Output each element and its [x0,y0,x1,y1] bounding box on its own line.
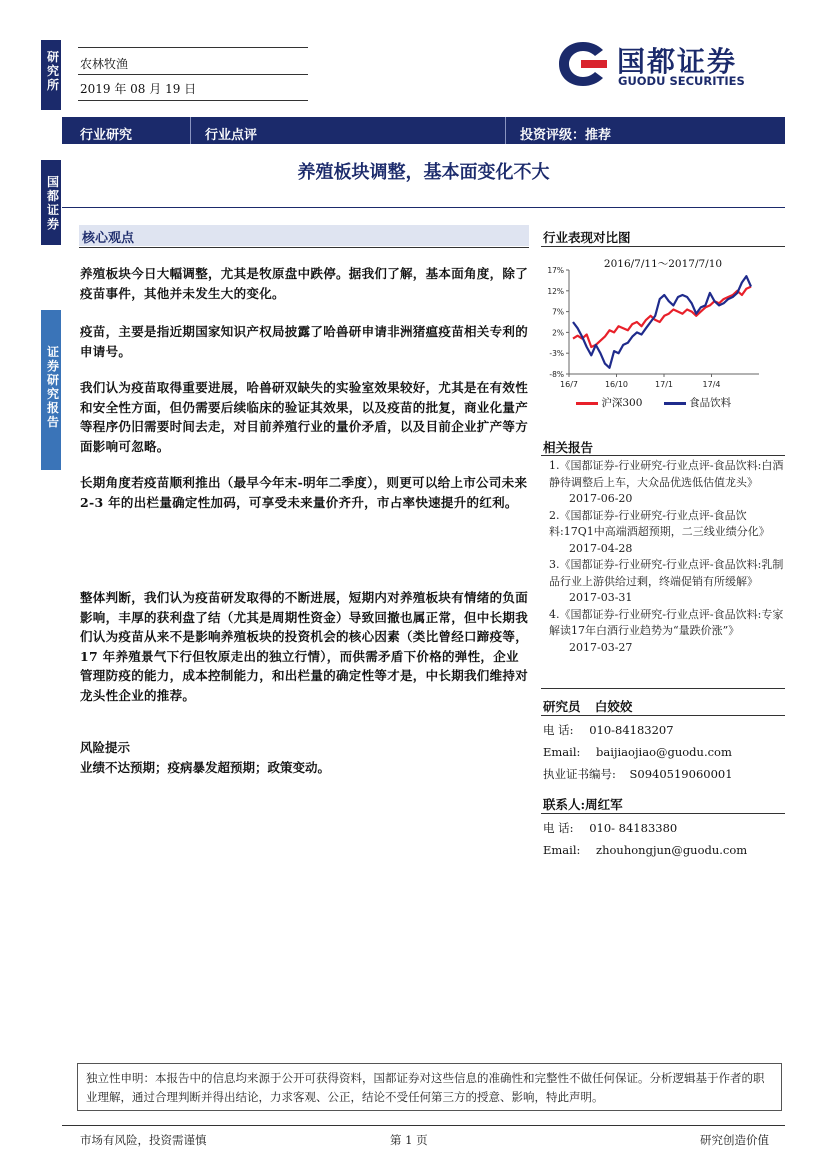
analyst-label: 研究员 [543,699,581,714]
series-line-food [573,276,751,368]
y-tick-label: -8% [549,370,564,379]
core-view-heading: 核心观点 [79,225,529,246]
bar-divider-2 [505,117,506,144]
x-tick-label: 16/10 [604,380,629,389]
bar-divider-1 [190,117,191,144]
contact-phone: 010- 84183380 [589,821,678,835]
related-report-item[interactable] [549,557,785,607]
core-paragraph-1: 养殖板块今日大幅调整，尤其是牧原盘中跌停。据我们了解，基本面角度，除了疫苗事件，其他并未发生大的变化。 [80,266,529,301]
analyst-phone-row [543,722,674,738]
bar-rating: 投资评级：推荐 [520,128,612,143]
analyst-name: 白姣姣 [594,699,633,714]
analyst-cert: S0940519060001 [629,767,733,781]
footer-page: 第 1 页 [390,1133,428,1147]
contact-email-label: Email: [543,843,581,857]
related-reports-heading: 相关报告 [543,440,594,455]
related-report-item[interactable] [549,607,785,657]
core-paragraph-2: 疫苗，主要是指近期国家知识产权局披露了哈兽研申请非洲猪瘟疫苗相关专利的申请号。 [80,324,529,359]
related-report-date: 2017-06-20 [569,492,633,505]
analyst-top-rule [541,688,785,689]
y-tick-label: 2% [552,328,564,338]
contact-email-row [543,842,747,858]
y-tick-label: 17% [547,266,564,275]
contact-name: 周红军 [585,797,623,812]
risk-text: 业绩不达预期；疫病暴发超预期；政策变动。 [80,760,331,775]
sector-label: 农林牧渔 [80,57,129,71]
footer-left: 市场有风险，投资需谨慎 [80,1133,207,1147]
contact-label: 联系人: [543,797,586,812]
legend-label-hs300: 沪深300 [601,397,643,409]
x-tick-label: 17/1 [655,380,673,389]
chart-legend [576,395,731,410]
chart-section-title: 行业表现对比图 [543,230,631,245]
header-line-mid [78,74,308,75]
analyst-phone: 010-84183207 [589,723,674,737]
analyst-rule [541,715,785,716]
report-date: 2019 年 08 月 19 日 [80,82,197,96]
disclaimer-text: 独立性申明：本报告中的信息均来源于公开可获得资料，国都证券对这些信息的准确性和完整性不做任何保证。分析逻辑基于作者的职业理解，通过合理判断并得出结论，力求客观、公正，结论不受任何第三方的授意、影响，特此声明。 [86,1071,765,1104]
brand-name-cn: 国都证券 [617,45,738,78]
report-title: 养殖板块调整，基本面变化不大 [297,162,550,183]
brand-name-en: GUODU SECURITIES [618,74,745,88]
title-rule [62,207,785,208]
bar-subtype: 行业点评 [205,128,258,143]
guodu-logo [555,38,785,93]
y-tick-label: 12% [547,286,564,296]
side-tab-middle-label: 国都证券 [46,175,59,231]
risk-heading: 风险提示 [80,740,131,755]
bar-type: 行业研究 [80,128,133,143]
disclaimer-box [77,1063,782,1111]
y-tick-label: 7% [552,307,564,317]
analyst-phone-label: 电 话: [543,723,574,737]
chart-date-range: 2016/7/11～2017/7/10 [603,258,723,270]
chart-section-rule [541,246,785,247]
side-tab-bottom-label: 证券研究报告 [46,345,59,429]
contact-rule [541,813,785,814]
analyst-email-row [543,744,732,760]
side-tab-top-label: 研究所 [46,50,59,92]
related-report-title: 2.《国都证券-行业研究-行业点评-食品饮料:17Q1中高端酒超预期，二三线业绩分化》 [549,508,770,538]
related-reports-rule [541,455,785,456]
contact-email[interactable]: zhouhongjun@guodu.com [596,843,748,857]
core-paragraph-4: 长期角度若疫苗顺利推出（最早今年末-明年二季度），则更可以给上市公司未来 2-3 年的出栏量确定性加码，可享受未来量价齐升，市占率快速提升的红利。 [80,475,528,510]
contact-heading [543,795,623,813]
header-line-bottom [78,100,308,101]
analyst-cert-label: 执业证书编号: [543,767,616,781]
footer-rule [62,1125,785,1126]
logo-mark-icon [555,38,611,90]
core-paragraph-5: 整体判断，我们认为疫苗研发取得的不断进展，短期内对养殖板块有情绪的负面影响，丰厚的获利盘了结（尤其是周期性资金）导致回撤也属正常，但中长期我们认为疫苗从来不是影响养殖板块的投资机会的核心因素（类比曾经口蹄疫等，17 年养殖景气下行但牧原走出的独立行情），而供需矛盾下价格的弹性，企业管理防疫的能力，成本控制能力，和出栏量的确定性等才是，中长期我们维持对龙头性企业的推荐。 [80,590,529,703]
analyst-cert-row [543,766,733,782]
analyst-email-label: Email: [543,745,581,759]
x-tick-label: 16/7 [560,380,578,389]
related-reports-list [549,458,785,656]
related-report-item[interactable] [549,458,785,508]
report-type-bar [62,117,785,144]
related-report-date: 2017-03-27 [569,640,633,654]
related-report-title: 1.《国都证券-行业研究-行业点评-食品饮料:白酒静待调整后上车，大众品优选低估值龙头》 [549,459,784,489]
header-line-top [78,47,308,48]
related-report-title: 3.《国都证券-行业研究-行业点评-食品饮料:乳制品行业上游供给过剩，终端促销有所缓解》 [549,558,784,588]
y-tick-label: -3% [549,349,564,359]
related-report-date: 2017-04-28 [569,541,633,555]
contact-phone-label: 电 话: [543,821,574,835]
core-paragraph-3: 我们认为疫苗取得重要进展，哈兽研双缺失的实验室效果较好，尤其是在有效性和安全性方面，但仍需要后续临床的验证其效果，以及疫苗的批复，商业化量产等程序仍旧需要时间去走，对目前养殖行业的量价矛盾，以及目前企业扩产等方面影响可忽略。 [80,380,529,454]
analyst-email[interactable]: baijiaojiao@guodu.com [596,745,732,759]
related-report-title: 4.《国都证券-行业研究-行业点评-食品饮料:专家解读17年白酒行业趋势为“量跌价涨”》 [549,607,784,637]
footer-right: 研究创造价值 [700,1133,769,1147]
related-report-item[interactable] [549,508,785,558]
legend-swatch-hs300 [576,402,598,405]
legend-swatch-food [664,402,686,405]
legend-label-food: 食品饮料 [689,397,732,409]
core-view-rule [79,247,529,248]
performance-chart [541,262,785,412]
related-report-date: 2017-03-31 [569,591,633,604]
x-tick-label: 17/4 [702,380,721,389]
contact-phone-row [543,820,677,836]
analyst-heading [543,697,632,715]
